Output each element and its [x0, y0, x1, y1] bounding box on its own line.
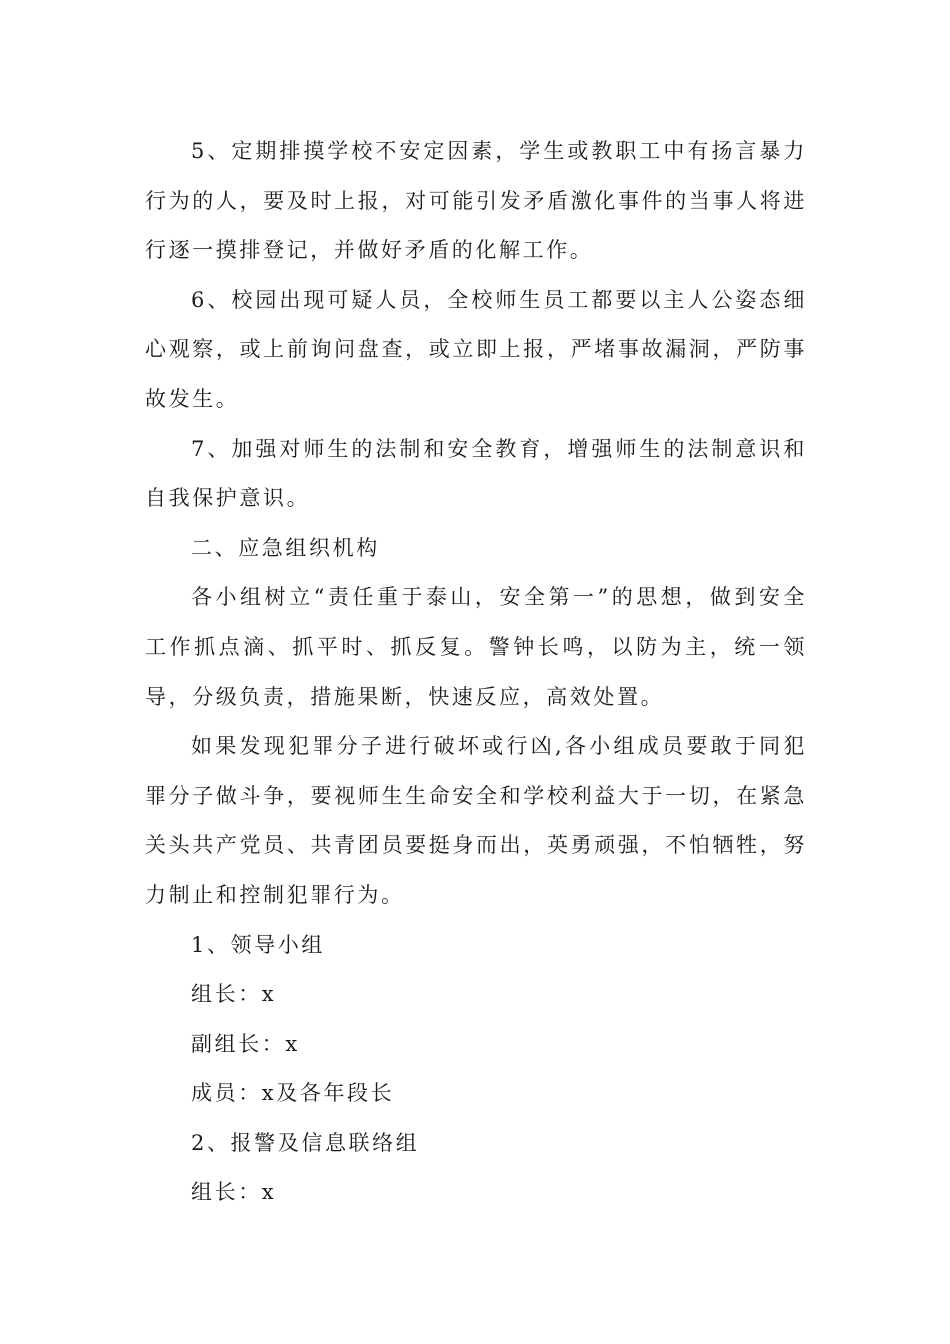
paragraph-responsibility: 各小组树立“责任重于泰山，安全第一”的思想，做到安全工作抓点滴、抓平时、抓反复。警钟长鸣，以防为主，统一领导，分级负责，措施果断，快速反应，高效处置。 [145, 585, 807, 709]
subheading-alarm-liaison-group: 2、报警及信息联络组 [191, 1130, 420, 1155]
alarm-group-leader: 组长：x [191, 1180, 277, 1205]
subheading-leadership-group: 1、领导小组 [191, 932, 325, 957]
paragraph-criminal-response: 如果发现犯罪分子进行破坏或行凶,各小组成员要敢于同犯罪分子做斗争，要视师生生命安全和学校利益大于一切，在紧急关头共产党员、共青团员要挺身而出，英勇顽强，不怕牺牲，努力制止和控制犯罪行为。 [145, 734, 807, 907]
leadership-leader: 组长：x [191, 982, 277, 1007]
leadership-members: 成员：x及各年段长 [191, 1081, 395, 1106]
paragraph-item-5: 5、定期排摸学校不安定因素，学生或教职工中有扬言暴力行为的人，要及时上报，对可能引发矛盾激化事件的当事人将进行逐一摸排登记，并做好矛盾的化解工作。 [145, 139, 807, 263]
paragraph-item-7: 7、加强对师生的法制和安全教育，增强师生的法制意识和自我保护意识。 [145, 436, 807, 511]
leadership-deputy-leader: 副组长：x [191, 1031, 300, 1056]
paragraph-item-6: 6、校园出现可疑人员，全校师生员工都要以主人公姿态细心观察，或上前询问盘查，或立即上报，严堵事故漏洞，严防事故发生。 [145, 287, 807, 411]
document-body [145, 127, 807, 1218]
section-heading-emergency-org: 二、应急组织机构 [191, 535, 380, 560]
